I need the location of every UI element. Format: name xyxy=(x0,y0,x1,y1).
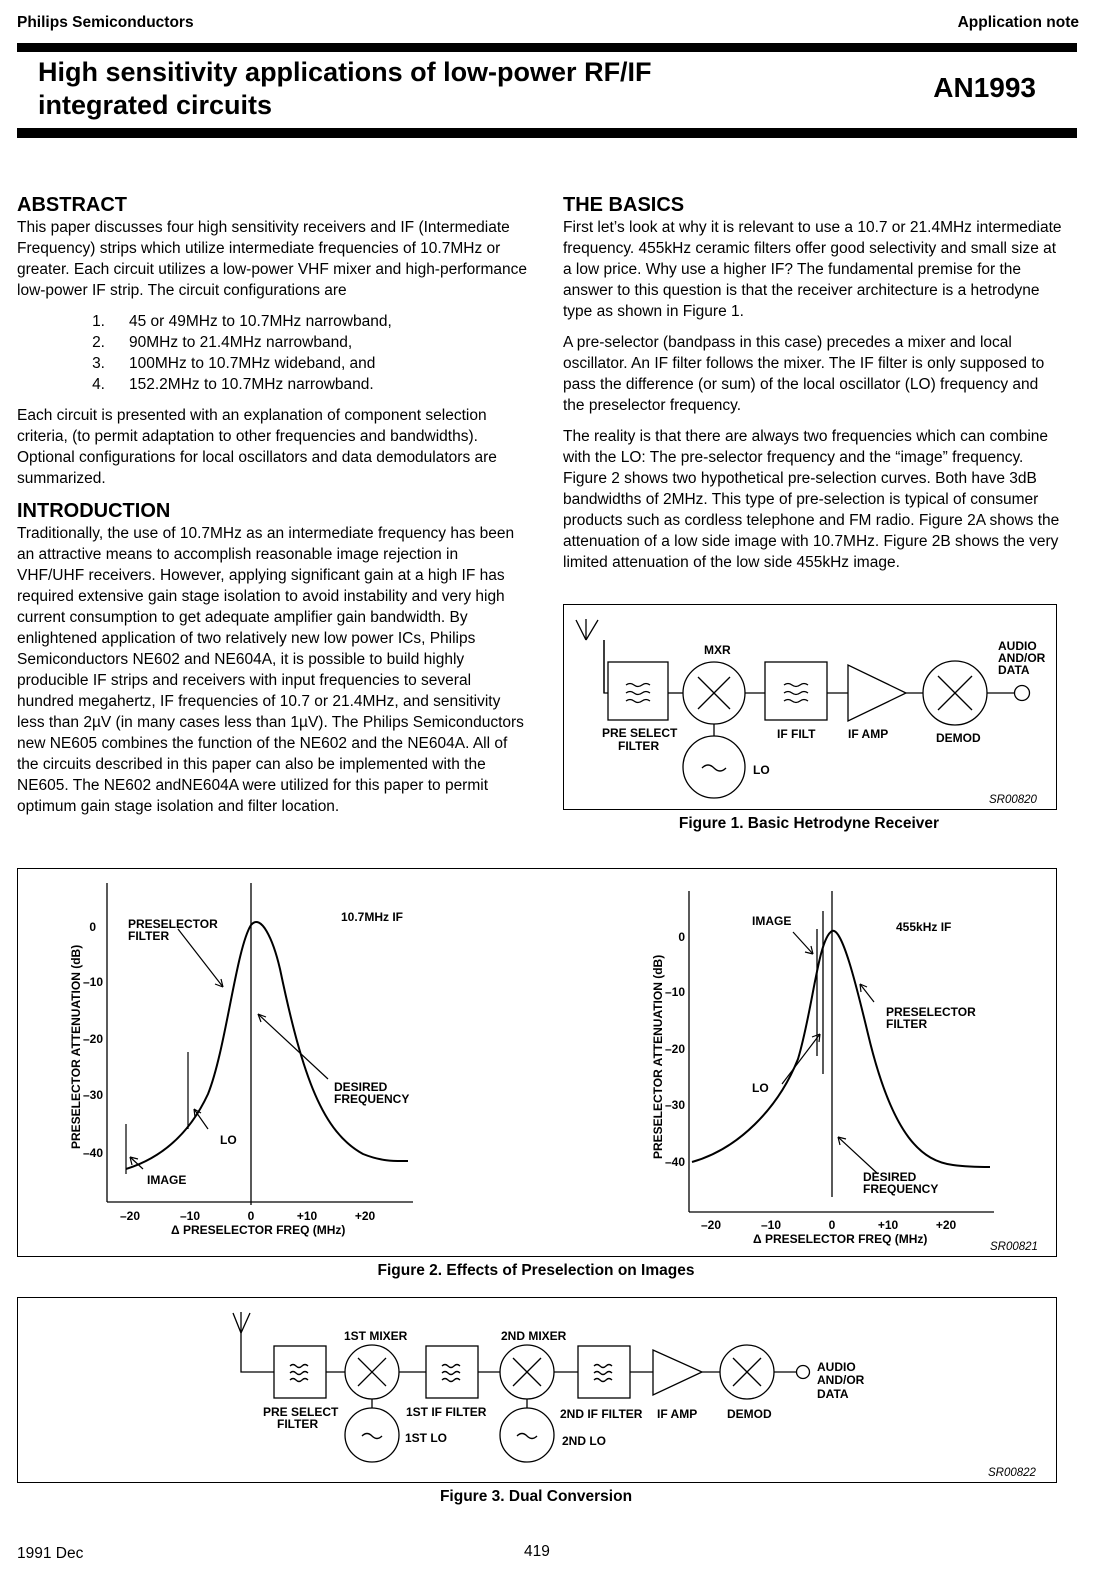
fig2-left-xtick: –20 xyxy=(119,1209,141,1223)
top-rule xyxy=(17,43,1077,52)
fig3-audio-label-2: AND/OR xyxy=(817,1373,865,1387)
page-number: 419 xyxy=(524,1543,550,1560)
fig2-left-desired-2: FREQUENCY xyxy=(334,1092,410,1106)
fig2-right-xtick: –20 xyxy=(700,1218,722,1232)
fig2-left-ytick: –40 xyxy=(82,1146,103,1160)
fig3-lo1-label: 1ST LO xyxy=(405,1431,448,1445)
figure-3-diagram xyxy=(18,1298,1056,1482)
fig2-left-xlabel: Δ PRESELECTOR FREQ (MHz) xyxy=(171,1223,346,1237)
fig2-right-presel-1: PRESELECTOR xyxy=(886,1005,976,1019)
abstract-paragraph-2: Each circuit is presented with an explanation of component selection criteria, (to permit adaptation to other frequencies and bandwidths). Optional configurations for local oscillators and data demodulators are summarized. xyxy=(17,407,497,487)
abstract-paragraph-1: This paper discusses four high sensitivity receivers and IF (Intermediate Frequency) strips which utilize intermediate frequencies of 10.7MHz or greater. Each circuit utilizes a low-power VHF mixer and high-performance low-power IF strip. The circuit configurations are xyxy=(17,219,527,299)
fig2-right-lo: LO xyxy=(752,1081,769,1095)
figure-3-box xyxy=(17,1297,1057,1483)
abstract-heading: ABSTRACT xyxy=(17,194,127,216)
left-column xyxy=(17,193,527,827)
fig3-mixer1-label: 1ST MIXER xyxy=(344,1329,408,1343)
fig1-audio-label-3: DATA xyxy=(998,663,1030,677)
fig1-code: SR00820 xyxy=(989,794,1037,806)
fig1-mxr-label: MXR xyxy=(704,643,731,657)
figure-2-box xyxy=(17,868,1057,1257)
fig2-right-curve xyxy=(692,931,990,1167)
fig2-left-xtick: 0 xyxy=(247,1209,255,1223)
title-line-1: High sensitivity applications of low-power RF/IF xyxy=(38,57,652,87)
title-line-2: integrated circuits xyxy=(38,90,273,120)
fig2-right-ytick: –20 xyxy=(664,1042,685,1056)
fig2-left-ylabel: PRESELECTOR ATTENUATION (dB) xyxy=(69,944,83,1149)
fig2-right-if-label: 455kHz IF xyxy=(896,920,952,934)
list-item: 2. 90MHz to 21.4MHz narrowband, xyxy=(92,334,353,351)
fig2-left-presel-2: FILTER xyxy=(128,929,170,943)
introduction-paragraph: Traditionally, the use of 10.7MHz as an intermediate frequency has been an attractive means to accomplish reasonable image rejection in VHF/UHF receivers. However, applying significant gain at a high IF has required extensive gain stage isolation to avoid instability and very high current consumption to get adequate amplifier gain bandwidth. By enlightened application of two relatively new low power ICs, Philips Semiconductors NE602 and NE604A, it is possible to build highly producible IF strips and receivers with input frequencies to several hundred megahertz, IF frequencies of 10.7 or 21.4MHz, and sensitivity less than 2µV (in many cases less than 1µV). The Philips Semiconductors new NE605 combines the function of the NE602 and the NE604A. All of the circuits described in this paper can also be implemented with the NE605. The NE602 andNE604A were utilized for this paper to permit optimum gain stage isolation and filter location. xyxy=(17,525,524,815)
fig2-left-xtick: –10 xyxy=(179,1209,201,1223)
fig2-left-xtick: +20 xyxy=(354,1209,376,1223)
figure-1-caption: Figure 1. Basic Hetrodyne Receiver xyxy=(678,815,940,832)
bottom-rule xyxy=(17,128,1077,138)
fig2-code: SR00821 xyxy=(990,1241,1038,1253)
fig3-ifamp-label: IF AMP xyxy=(657,1407,698,1421)
fig2-right-xtick: 0 xyxy=(828,1218,836,1232)
fig2-right-xlabel: Δ PRESELECTOR FREQ (MHz) xyxy=(753,1232,928,1246)
fig1-lo-label: LO xyxy=(753,763,770,777)
fig2-right-ytick: –30 xyxy=(664,1098,685,1112)
fig3-preselect-label-2: FILTER xyxy=(277,1417,319,1431)
list-item: 4. 152.2MHz to 10.7MHz narrowband. xyxy=(92,376,374,393)
fig1-audio-label-1: AUDIO xyxy=(998,639,1037,653)
fig2-left-ytick: –20 xyxy=(82,1032,103,1046)
fig2-left-ytick: –10 xyxy=(82,975,103,989)
configuration-list xyxy=(17,311,527,395)
fig1-audio-label-2: AND/OR xyxy=(998,651,1046,665)
fig3-iffilter2-label: 2ND IF FILTER xyxy=(560,1407,643,1421)
fig2-left-xtick: +10 xyxy=(296,1209,318,1223)
figure-2-caption: Figure 2. Effects of Preselection on Images xyxy=(377,1262,695,1279)
list-item: 3. 100MHz to 10.7MHz wideband, and xyxy=(92,355,376,372)
fig1-preselect-label-1: PRE SELECT xyxy=(602,726,678,740)
fig2-left-curve xyxy=(126,922,408,1169)
figure-1-box xyxy=(563,604,1057,810)
figure-1-diagram xyxy=(564,605,1056,809)
fig3-code: SR00822 xyxy=(988,1467,1036,1479)
fig1-preselect-label-2: FILTER xyxy=(618,739,660,753)
fig3-audio-label-1: AUDIO xyxy=(817,1360,856,1374)
document-title xyxy=(38,56,798,122)
basics-heading: THE BASICS xyxy=(563,194,685,216)
fig2-left-image: IMAGE xyxy=(147,1173,187,1187)
fig2-right-ylabel: PRESELECTOR ATTENUATION (dB) xyxy=(651,954,665,1159)
fig2-right-desired-2: FREQUENCY xyxy=(863,1182,939,1196)
right-column xyxy=(563,193,1063,583)
fig2-right-image: IMAGE xyxy=(752,914,792,928)
fig2-right-ytick: –10 xyxy=(664,985,685,999)
fig3-preselect-label-1: PRE SELECT xyxy=(263,1405,339,1419)
fig2-left-if-label: 10.7MHz IF xyxy=(341,910,404,924)
fig1-demod-label: DEMOD xyxy=(936,731,981,745)
fig2-right-desired-1: DESIRED xyxy=(863,1170,917,1184)
fig1-ifamp-label: IF AMP xyxy=(848,727,889,741)
basics-paragraph-1: First let’s look at why it is relevant to use a 10.7 or 21.4MHz intermediate frequency. 455kHz ceramic filters offer good selectivity and small size at a low price. Why use a higher IF? The fundamental premise for the answer to this question is that the receiver architecture is a hetrodyne type as shown in Figure 1. xyxy=(563,219,1062,320)
document-number: AN1993 xyxy=(933,72,1036,103)
document-type: Application note xyxy=(957,14,1079,31)
fig2-left-lo: LO xyxy=(220,1133,237,1147)
company-name: Philips Semiconductors xyxy=(17,14,194,31)
basics-paragraph-3: The reality is that there are always two frequencies which can combine with the LO: The pre-selector frequency and the “image” frequency. Figure 2 shows two hypothetical pre-selection curves. Both have 3dB bandwidths of 2MHz. This type of pre-selection is typical of consumer products such as cordless telephone and FM radio. Figure 2A shows the attenuation of a low side image with 10.7MHz. Figure 2B shows the very limited attenuation of the low side 455kHz image. xyxy=(563,428,1060,571)
figure-3-caption: Figure 3. Dual Conversion xyxy=(439,1488,633,1505)
fig3-audio-label-3: DATA xyxy=(817,1387,849,1401)
fig2-right-xtick: –10 xyxy=(760,1218,782,1232)
fig2-right-presel-2: FILTER xyxy=(886,1017,928,1031)
fig2-left-ytick: –30 xyxy=(82,1088,103,1102)
fig3-iffilter1-label: 1ST IF FILTER xyxy=(406,1405,487,1419)
fig3-demod-label: DEMOD xyxy=(727,1407,772,1421)
basics-paragraph-2: A pre-selector (bandpass in this case) precedes a mixer and local oscillator. An IF filter follows the mixer. The IF filter is only supposed to pass the difference (or sum) of the local oscillator (LO) frequency and the preselector frequency. xyxy=(563,334,1045,414)
fig2-left-desired-1: DESIRED xyxy=(334,1080,388,1094)
fig2-right-ytick: –40 xyxy=(664,1155,685,1169)
fig1-iffilt-label: IF FILT xyxy=(777,727,816,741)
preselect-filter-box xyxy=(608,662,668,720)
fig2-right-xtick: +20 xyxy=(935,1218,957,1232)
fig3-lo2-label: 2ND LO xyxy=(562,1434,607,1448)
fig3-mixer2-label: 2ND MIXER xyxy=(501,1329,567,1343)
footer-date: 1991 Dec xyxy=(17,1545,84,1562)
fig2-right-ytick: 0 xyxy=(678,930,685,944)
fig2-left-presel-1: PRESELECTOR xyxy=(128,917,218,931)
introduction-heading: INTRODUCTION xyxy=(17,500,171,522)
fig2-right-xtick: +10 xyxy=(877,1218,899,1232)
list-item: 1. 45 or 49MHz to 10.7MHz narrowband, xyxy=(92,313,392,330)
figure-2-diagram xyxy=(18,869,1056,1256)
fig2-left-ytick: 0 xyxy=(89,920,96,934)
